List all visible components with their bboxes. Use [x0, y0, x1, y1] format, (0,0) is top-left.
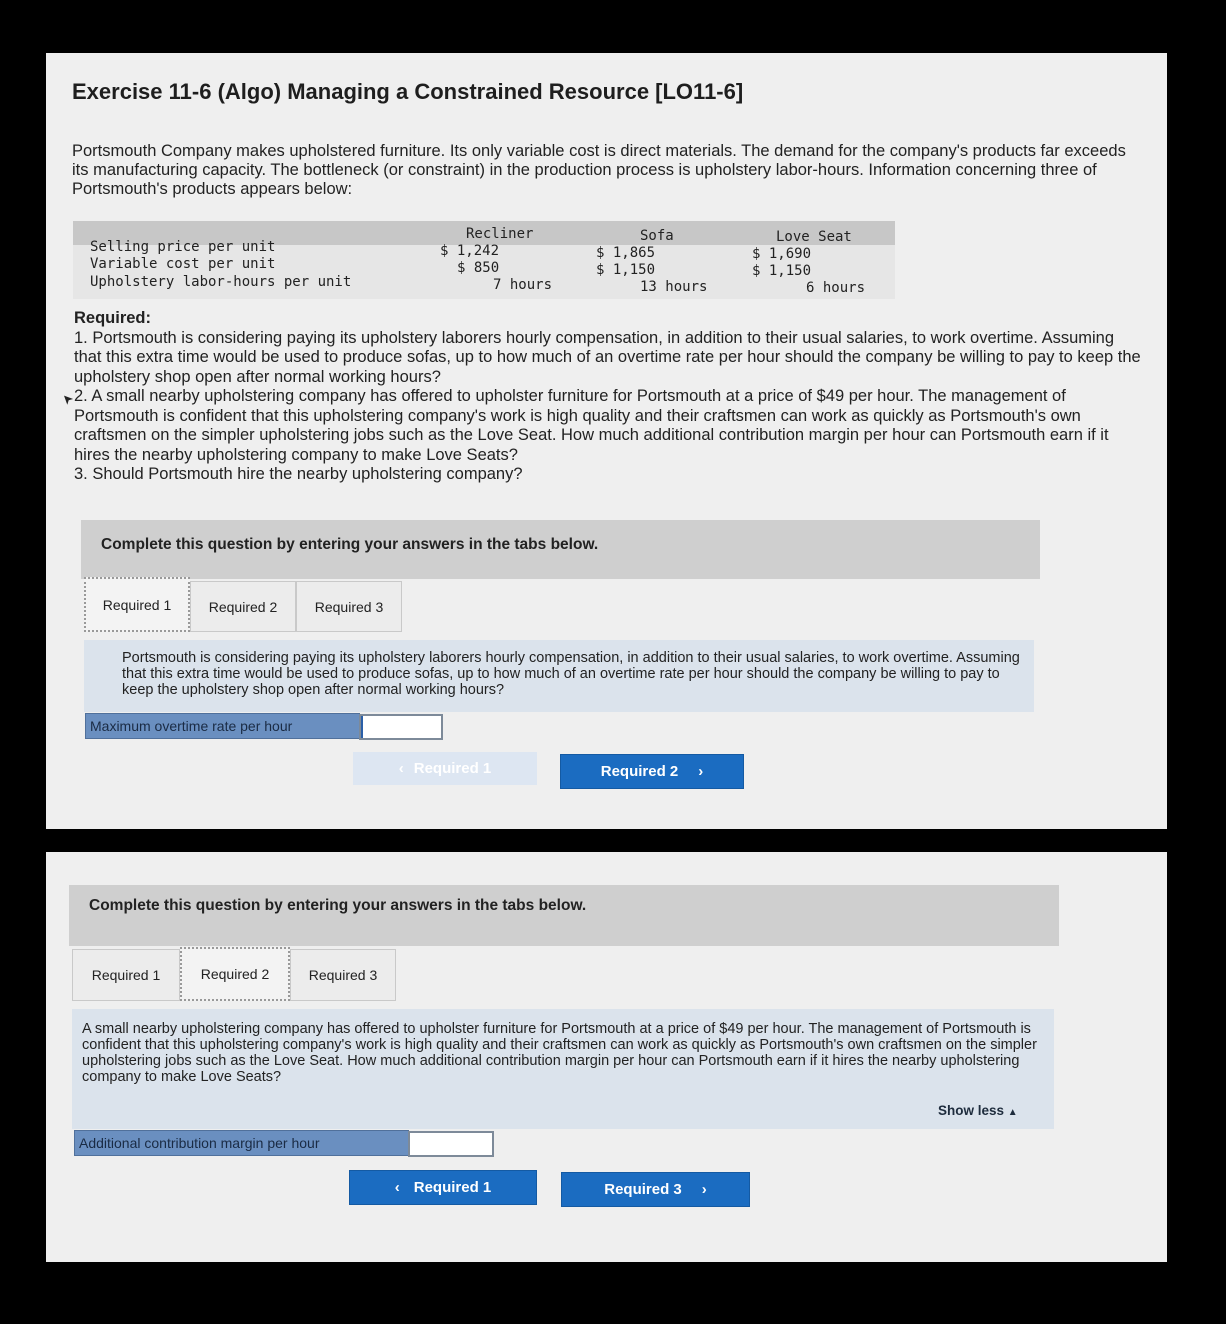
- tab-required-1[interactable]: Required 1: [84, 577, 190, 632]
- prev-button-label: Required 1: [413, 760, 492, 777]
- tab-required-3-b[interactable]: Required 3: [290, 949, 396, 1001]
- prev-button-label-2: Required 1: [413, 1179, 492, 1196]
- complete-question-bar-2: [69, 885, 1059, 946]
- prev-required-1-button[interactable]: [349, 1170, 537, 1205]
- question-text-2: A small nearby upholstering company has offered to upholster furniture for Portsmouth at a price of $49 per hour. The management of Portsmouth is confident that this upholstering company's work is high quality and their craftsmen can work as quickly as Portsmouth's own craftsmen on the simpler upholstering jobs such as the Love Seat. How much additional contribution margin per hour can Portsmouth earn if it hires the nearby upholstering company to make Love Seats?: [82, 1021, 1037, 1085]
- overtime-rate-input[interactable]: [359, 714, 443, 740]
- row-label-labor-hours: Upholstery labor-hours per unit: [90, 274, 352, 290]
- exercise-panel-top: [46, 53, 1167, 829]
- row-label-selling-price: Selling price per unit: [90, 239, 276, 255]
- show-less-label: Show less: [938, 1103, 1005, 1118]
- col-header-recliner: Recliner: [466, 226, 534, 242]
- exercise-intro: Portsmouth Company makes upholstered furniture. Its only variable cost is direct materials. The demand for the company's products far exceeds its manufacturing capacity. The bottleneck (or constraint) in the production process is upholstery labor-hours. Information concerning three of Portsmouth's products appears below:: [72, 142, 1126, 198]
- chevron-right-icon: ›: [701, 1181, 707, 1198]
- chevron-right-icon: ›: [698, 763, 704, 780]
- show-less-link[interactable]: [938, 1103, 1018, 1118]
- cell-loveseat-hours: 6 hours: [806, 280, 866, 296]
- cell-recliner-price: $ 1,242: [440, 243, 500, 259]
- next-required-3-button[interactable]: [561, 1172, 750, 1207]
- cell-recliner-cost: $ 850: [457, 260, 500, 276]
- tab-required-3[interactable]: Required 3: [296, 581, 402, 632]
- cell-loveseat-price: $ 1,690: [752, 246, 812, 262]
- mouse-cursor-icon: ➤: [57, 390, 77, 409]
- next-required-2-button[interactable]: [560, 754, 744, 789]
- tab-required-2[interactable]: Required 2: [190, 581, 296, 632]
- question-text-1: Portsmouth is considering paying its upholstery laborers hourly compensation, in addition to their usual salaries, to work overtime. Assuming that this extra time would be used to produce sofas, up to how much of an overtime rate per hour should the company be willing to pay to keep the upholstery shop open after normal working hours?: [122, 650, 1020, 698]
- next-button-label-2: Required 3: [604, 1181, 682, 1198]
- next-button-label: Required 2: [600, 763, 679, 780]
- prev-required-button-disabled[interactable]: [353, 752, 537, 785]
- complete-question-text-2: Complete this question by entering your answers in the tabs below.: [89, 897, 587, 914]
- cell-sofa-cost: $ 1,150: [596, 262, 656, 278]
- col-header-love-seat: Love Seat: [776, 229, 852, 245]
- required-item-3: 3. Should Portsmouth hire the nearby upholstering company?: [74, 465, 523, 483]
- required-section: [74, 309, 1144, 485]
- chevron-left-icon: ‹: [394, 1179, 400, 1196]
- complete-question-text: Complete this question by entering your answers in the tabs below.: [101, 536, 599, 553]
- required-heading: Required:: [74, 309, 152, 327]
- required-item-1: 1. Portsmouth is considering paying its upholstery laborers hourly compensation, in addition to their usual salaries, to work overtime. Assuming that this extra time would be used to produce sofas, up to how much of an overtime rate per hour should the company be willing to pay to keep the upholstery shop open after normal working hours?: [74, 328, 1141, 386]
- exercise-panel-bottom: [46, 852, 1167, 1262]
- answer-label-overtime: Maximum overtime rate per hour: [85, 713, 360, 739]
- answer-label-contribution: Additional contribution margin per hour: [74, 1130, 409, 1156]
- col-header-sofa: Sofa: [640, 228, 674, 244]
- chevron-left-icon: ‹: [398, 760, 404, 777]
- triangle-up-icon: ▲: [1007, 1107, 1018, 1118]
- tab-required-1-b[interactable]: Required 1: [72, 949, 180, 1001]
- exercise-title: Exercise 11-6 (Algo) Managing a Constrained Resource [LO11-6]: [72, 79, 744, 104]
- tab-required-2-b[interactable]: Required 2: [180, 947, 290, 1001]
- cell-loveseat-cost: $ 1,150: [752, 263, 812, 279]
- cell-sofa-price: $ 1,865: [596, 245, 656, 261]
- question-box-1: [84, 640, 1034, 712]
- complete-question-bar: [81, 520, 1040, 579]
- row-label-variable-cost: Variable cost per unit: [90, 256, 276, 272]
- input-caret: [361, 716, 363, 738]
- contribution-margin-input[interactable]: [408, 1131, 494, 1157]
- question-box-2: [72, 1009, 1054, 1129]
- cell-sofa-hours: 13 hours: [640, 279, 708, 295]
- cell-recliner-hours: 7 hours: [493, 277, 553, 293]
- required-item-2: 2. A small nearby upholstering company has offered to upholster furniture for Portsmouth at a price of $49 per hour. The management of Portsmouth is confident that this upholstering company's work is high quality and their craftsmen can work as quickly as Portsmouth's own craftsmen on the simpler upholstering jobs such as the Love Seat. How much additional contribution margin per hour can Portsmouth earn if it hires the nearby upholstering company to make Love Seats?: [74, 387, 1109, 464]
